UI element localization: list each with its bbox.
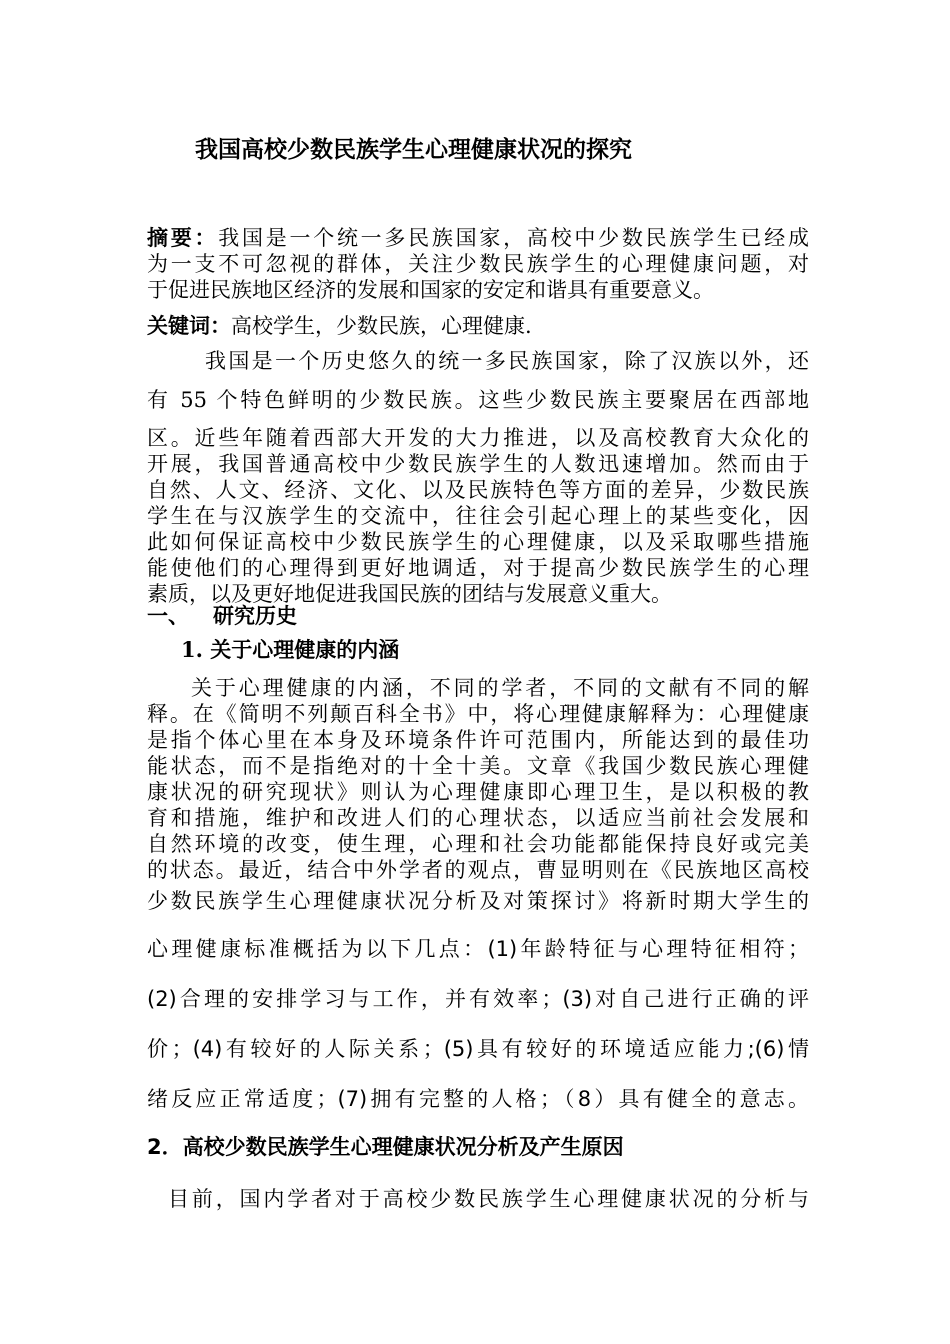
- subsection-heading-1: [181, 637, 399, 663]
- document-title: 我国高校少数民族学生心理健康状况的探究: [195, 137, 632, 163]
- sub1-line-9: 少数民族学生心理健康状况分析及对策探讨》将新时期大学生的: [147, 889, 809, 913]
- section-number: 一、: [147, 604, 189, 628]
- sub1-line-6: 育和措施，维护和改进人们的心理状态，以适应当前社会发展和: [147, 806, 809, 830]
- intro-line-2: 有 55 个特色鲜明的少数民族。这些少数民族主要聚居在西部地: [147, 388, 809, 412]
- criteria-line-3: 价；(4)有较好的人际关系；(5)具有较好的环境适应能力;(6)情: [147, 1037, 809, 1061]
- sub1-line-8: 的状态。最近，结合中外学者的观点，曹显明则在《民族地区高校: [147, 858, 809, 882]
- criteria-line-1: 心理健康标准概括为以下几点：(1)年龄特征与心理特征相符；: [147, 937, 809, 961]
- criteria-line-2: (2)合理的安排学习与工作，并有效率；(3)对自己进行正确的评: [147, 987, 809, 1011]
- sub1-line-1: 关于心理健康的内涵，不同的学者，不同的文献有不同的解: [191, 676, 809, 700]
- abstract-text: 我国是一个统一多民族国家，高校中少数民族学生已经成: [218, 226, 809, 250]
- sub1-line-3: 是指个体心里在本身及环境条件许可范围内，所能达到的最佳功: [147, 728, 809, 752]
- abstract-line-3: 于促进民族地区经济的发展和国家的安定和谐具有重要意义。: [147, 278, 714, 302]
- intro-line-3: 区。近些年随着西部大开发的大力推进，以及高校教育大众化的: [147, 426, 809, 450]
- intro-line-7: 此如何保证高校中少数民族学生的心理健康，以及采取哪些措施: [147, 530, 809, 554]
- section-title: 研究历史: [213, 604, 297, 628]
- intro-line-1: 我国是一个历史悠久的统一多民族国家，除了汉族以外，还: [205, 349, 809, 373]
- subsection-title: 关于心理健康的内涵: [210, 638, 400, 662]
- criteria-line-4: 绪反应正常适度；(7)拥有完整的人格；（8）具有健全的意志。: [147, 1087, 809, 1111]
- abstract-line-1: [147, 225, 809, 251]
- section-heading-1: [147, 603, 297, 629]
- intro-line-9: 素质，以及更好地促进我国民族的团结与发展意义重大。: [147, 582, 672, 606]
- intro-line-6: 学生在与汉族学生的交流中，往往会引起心理上的某些变化，因: [147, 504, 809, 528]
- intro-line-4: 开展，我国普通高校中少数民族学生的人数迅速增加。然而由于: [147, 452, 809, 476]
- sub1-line-5: 康状况的研究现状》则认为心理健康即心理卫生，是以积极的教: [147, 780, 809, 804]
- intro-line-8: 能使他们的心理得到更好地调适，对于提高少数民族学生的心理: [147, 556, 809, 580]
- sub1-line-2: 释。在《简明不列颠百科全书》中，将心理健康解释为：心理健康: [147, 702, 809, 726]
- keywords-line: [147, 313, 809, 339]
- abstract-label: 摘要：: [147, 226, 219, 250]
- sub1-line-4: 能状态，而不是指绝对的十全十美。文章《我国少数民族心理健: [147, 754, 809, 778]
- intro-line-5: 自然、人文、经济、文化、以及民族特色等方面的差异，少数民族: [147, 478, 809, 502]
- subsection-number: 1.: [181, 637, 203, 662]
- abstract-line-2: 为一支不可忽视的群体，关注少数民族学生的心理健康问题，对: [147, 252, 809, 276]
- keywords-text: 高校学生，少数民族，心理健康.: [231, 314, 532, 338]
- subsection-heading-2: 2．高校少数民族学生心理健康状况分析及产生原因: [147, 1135, 624, 1159]
- keywords-label: 关键词：: [147, 314, 231, 338]
- closing-line: 目前，国内学者对于高校少数民族学生心理健康状况的分析与: [168, 1187, 809, 1211]
- sub1-line-7: 自然环境的改变，使生理，心理和社会功能都能保持良好或完美: [147, 832, 809, 856]
